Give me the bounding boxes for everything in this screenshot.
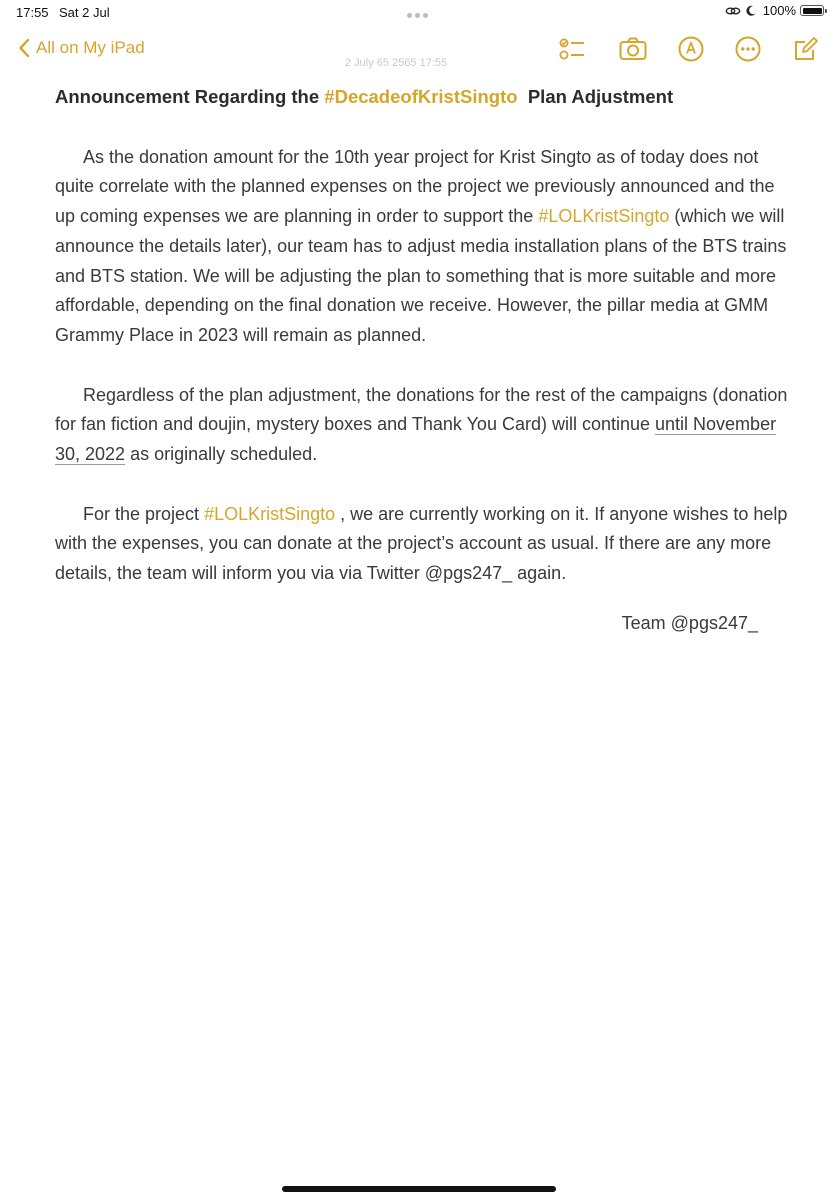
more-icon[interactable] [735, 36, 761, 62]
status-bar [0, 0, 838, 24]
paragraph-1-text-end: (which we will announce the details later), our team has to adjust media installation plans of the BTS trains and BTS station. We will be adjusting the plan to something that is more suitable and more affordable, depending on the final donation we receive. However, the pillar media at GMM Grammy Place in 2023 will remain as planned. [55, 206, 787, 345]
battery-icon [800, 5, 824, 16]
paragraph-3-text-end: , we are currently working on it. If anyone wishes to help with the expenses, you can donate at the project’s account as usual. If there are any more details, the team will inform you via via Twitter @pgs247_ again. [55, 503, 788, 584]
paragraph-3-text: For the project [83, 503, 205, 524]
camera-icon[interactable] [619, 36, 647, 62]
note-date-stamp: 2 July 65 2565 17:55 [345, 57, 448, 69]
back-button-label: All on My iPad [36, 38, 145, 57]
paragraph-2 [55, 381, 795, 470]
title-hashtag-link[interactable]: #DecadeofKristSingto [324, 86, 518, 107]
paragraph-3 [55, 500, 795, 589]
hashtag-link[interactable]: #LOLKristSingto [204, 503, 336, 524]
paragraph-1-text: As the donation amount for the 10th year project for Krist Singto as of today does not quite correlate with the planned expenses on the project we previously announced and the up coming expenses we are planning in order to support the [55, 146, 775, 227]
multitasking-dots-icon[interactable] [407, 6, 431, 16]
status-date: Sat 2 Jul [59, 5, 110, 20]
note-title [55, 82, 795, 112]
hashtag-link[interactable]: #LOLKristSingto [538, 206, 670, 227]
markup-pen-icon[interactable] [678, 36, 704, 62]
status-time: 17:55 [16, 5, 49, 20]
date-link[interactable]: until November 30, 2022 [55, 414, 777, 465]
moon-icon [745, 5, 757, 17]
paragraph-2-text-end: as originally scheduled. [125, 444, 318, 465]
paragraph-2-text: Regardless of the plan adjustment, the donations for the rest of the campaigns (donation for fan fiction and doujin, mystery boxes and Thank You Card) will continue [55, 384, 788, 435]
title-text-suffix: Plan Adjustment [517, 86, 674, 107]
signature: Team @pgs247_ [621, 612, 758, 633]
title-text: Announcement Regarding the [55, 86, 325, 107]
checklist-icon[interactable] [559, 36, 585, 62]
paragraph-1 [55, 143, 795, 351]
link-icon [725, 5, 741, 17]
battery-percentage: 100% [762, 3, 796, 18]
status-indicators [725, 3, 824, 18]
note-body[interactable] [55, 82, 795, 657]
home-indicator[interactable] [282, 1186, 556, 1192]
compose-icon[interactable] [793, 36, 819, 62]
